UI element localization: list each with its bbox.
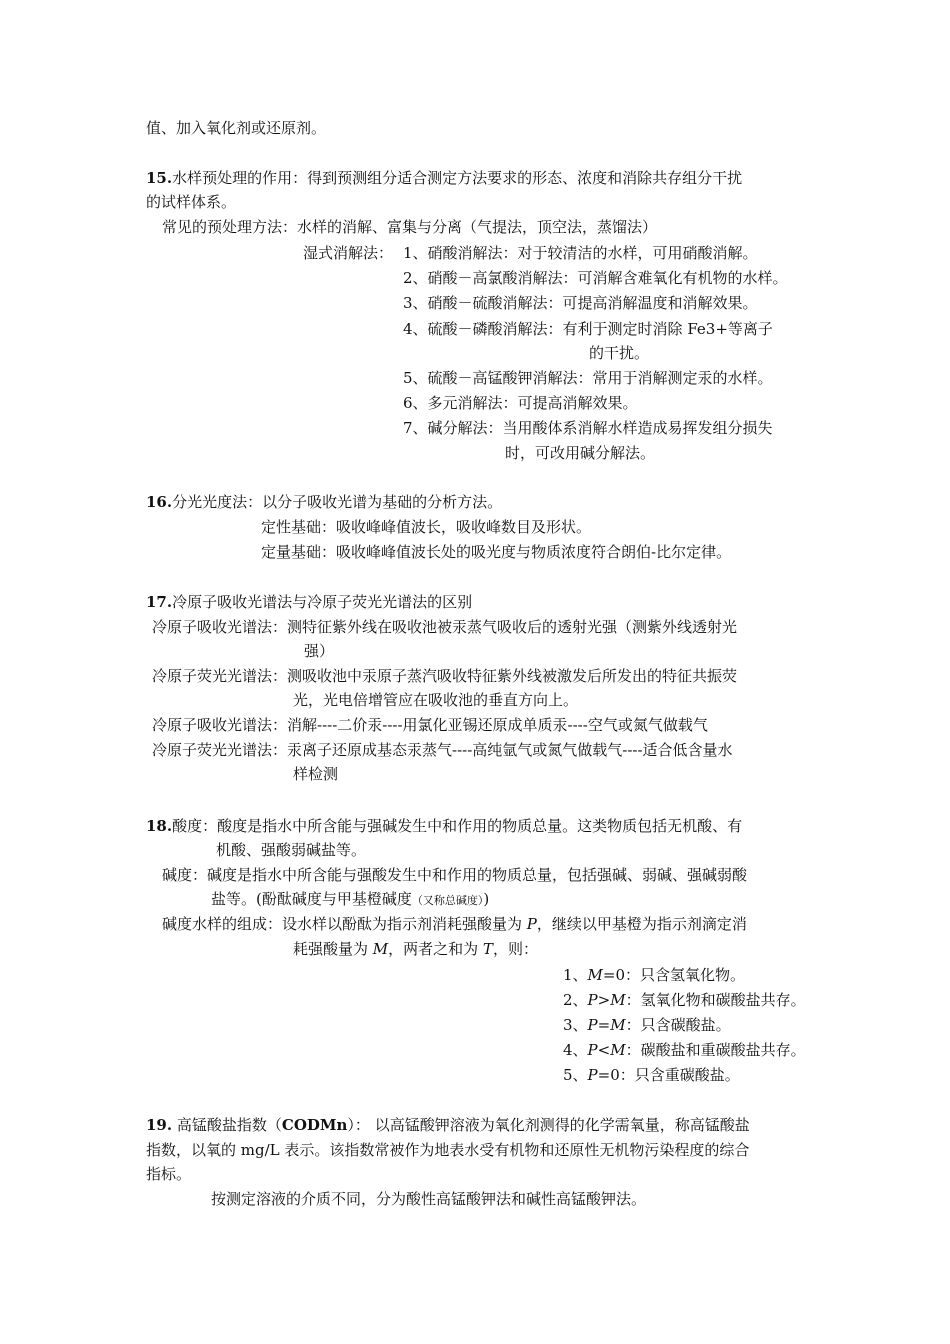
text-span: ，则： — [492, 940, 538, 958]
section-17-title — [146, 591, 472, 613]
section-17-line: 冷原子吸收光谱法：测特征紫外线在吸收池被汞蒸气吸收后的透射光强（测紫外线透射光 — [152, 618, 738, 636]
section-text: 冷原子吸收光谱法与冷原子荧光光谱法的区别 — [172, 593, 473, 611]
case-text: ：氢氧化物和碳酸盐共存。 — [625, 991, 806, 1009]
acidity-line-1 — [146, 815, 742, 837]
case-text: =0：只含重碳酸盐。 — [597, 1066, 740, 1084]
section-17-line: 冷原子荧光光谱法：汞离子还原成基态汞蒸气----高纯氩气或氮气做载气----适合低含量水 — [152, 741, 733, 759]
section-number: 15. — [146, 169, 173, 187]
section-text: ）： 以高锰酸钾溶液为氧化剂测得的化学需氧量，称高锰酸盐 — [347, 1116, 750, 1134]
total-alkalinity-note: （又称总碱度） — [411, 894, 484, 907]
case-condition: M — [587, 966, 603, 984]
quantitative-basis: 定量基础：吸收峰峰值波长处的吸光度与物质浓度符合朗伯-比尔定律。 — [261, 543, 732, 561]
section-19-line-3: 指标。 — [146, 1165, 192, 1183]
section-17-continuation: 光，光电倍增管应在吸收池的垂直方向上。 — [293, 691, 579, 709]
case-item — [563, 1064, 740, 1086]
method-item-continuation: 时，可改用碱分解法。 — [505, 444, 656, 462]
section-number: 18. — [146, 817, 173, 835]
case-number: 4、 — [563, 1041, 588, 1059]
case-condition: P>M — [587, 991, 626, 1009]
closing-paren: ) — [483, 890, 490, 908]
section-16-line-1 — [146, 491, 502, 513]
variable-M: M — [372, 940, 389, 958]
alkalinity-line-1: 碱度：碱度是指水中所含能与强酸发生中和作用的物质总量，包括强碱、弱碱、强碱弱酸 — [162, 866, 748, 884]
case-item — [563, 1039, 806, 1061]
section-17-continuation: 样检测 — [293, 765, 339, 783]
case-text: ：碳酸盐和重碳酸盐共存。 — [625, 1041, 806, 1059]
case-number: 2、 — [563, 991, 588, 1009]
paragraph-line: 值、加入氧化剂或还原剂。 — [146, 119, 327, 137]
pretreatment-methods: 常见的预处理方法：水样的消解、富集与分离（气提法，顶空法，蒸馏法） — [162, 218, 658, 236]
text-span: 碱度水样的组成：设水样以酚酞为指示剂消耗强酸量为 — [162, 915, 527, 933]
section-number: 17. — [146, 593, 173, 611]
method-item: 3、硝酸－硫酸消解法：可提高消解温度和消解效果。 — [403, 294, 758, 312]
section-text: 高锰酸盐指数（ — [172, 1116, 282, 1134]
case-text: =0：只含氢氧化物。 — [602, 966, 746, 984]
section-number: 19. — [146, 1116, 173, 1134]
codmn-label: CODMn — [281, 1116, 348, 1134]
section-number: 16. — [146, 493, 173, 511]
case-number: 3、 — [563, 1016, 588, 1034]
method-item-continuation: 的干扰。 — [589, 344, 650, 362]
variable-P: P — [526, 915, 537, 933]
case-item — [563, 964, 745, 986]
wet-digestion-label: 湿式消解法： — [303, 244, 394, 262]
method-item: 6、多元消解法：可提高消解效果。 — [403, 394, 638, 412]
case-text: ：只含碳酸盐。 — [625, 1016, 731, 1034]
method-item: 2、硝酸－高氯酸消解法：可消解含难氧化有机物的水样。 — [403, 269, 788, 287]
section-19-line-1 — [146, 1114, 750, 1136]
case-number: 1、 — [563, 966, 588, 984]
text-span: 耗强酸量为 — [293, 940, 373, 958]
section-19-line-4: 按测定溶液的介质不同，分为酸性高锰酸钾法和碱性高锰酸钾法。 — [211, 1190, 647, 1208]
case-condition: P<M — [587, 1041, 626, 1059]
alkalinity-composition-line-1 — [162, 913, 747, 935]
text-span: ，两者之和为 — [388, 940, 483, 958]
section-15-line-1 — [146, 167, 742, 189]
case-condition: P=M — [587, 1016, 626, 1034]
case-item — [563, 1014, 731, 1036]
method-item: 5、硫酸－高锰酸钾消解法：常用于消解测定汞的水样。 — [403, 369, 773, 387]
method-item: 4、硫酸－磷酸消解法：有利于测定时消除 Fe3+等离子 — [403, 320, 773, 338]
section-17-continuation: 强） — [304, 642, 335, 660]
variable-T: T — [482, 940, 493, 958]
case-item — [563, 989, 806, 1011]
acidity-line-2: 机酸、强酸弱碱盐等。 — [216, 841, 367, 859]
section-text: 分光光度法：以分子吸收光谱为基础的分析方法。 — [172, 493, 503, 511]
section-17-line: 冷原子吸收光谱法：消解----二价汞----用氯化亚锡还原成单质汞----空气或氮气做载气 — [152, 716, 708, 734]
case-number: 5、 — [563, 1066, 588, 1084]
text-span: ，继续以甲基橙为指示剂滴定消 — [536, 915, 747, 933]
section-17-line: 冷原子荧光光谱法：测吸收池中汞原子蒸汽吸收特征紫外线被激发后所发出的特征共振荧 — [152, 667, 738, 685]
alkalinity-text: 盐等。(酚酞碱度与甲基橙碱度 — [211, 890, 412, 908]
alkalinity-line-2 — [211, 888, 489, 912]
section-15-line-2: 的试样体系。 — [146, 193, 237, 211]
section-text: 酸度：酸度是指水中所含能与强碱发生中和作用的物质总量。这类物质包括无机酸、有 — [172, 817, 743, 835]
qualitative-basis: 定性基础：吸收峰峰值波长，吸收峰数目及形状。 — [261, 518, 592, 536]
method-item: 1、硝酸消解法：对于较清洁的水样，可用硝酸消解。 — [403, 244, 758, 262]
method-item: 7、碱分解法：当用酸体系消解水样造成易挥发组分损失 — [403, 419, 773, 437]
alkalinity-composition-line-2 — [293, 938, 538, 960]
section-text: 水样预处理的作用：得到预测组分适合测定方法要求的形态、浓度和消除共存组分干扰 — [172, 169, 743, 187]
section-19-line-2: 指数，以氧的 mg/L 表示。该指数常被作为地表水受有机物和还原性无机物污染程度的综合 — [146, 1141, 750, 1159]
case-condition: P — [587, 1066, 598, 1084]
